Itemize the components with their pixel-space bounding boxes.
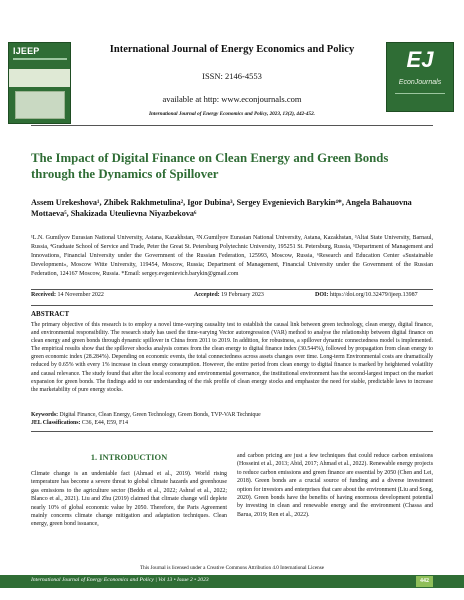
page-footer bbox=[0, 575, 464, 588]
doi[interactable] bbox=[315, 292, 418, 298]
cover-decor-line bbox=[13, 58, 67, 60]
author-affiliations: ¹L.N. Gumilyov Eurasian National University, Astana, Kazakhstan, ²N.Gumilyov Eurasian National University, Astana, Kazakhstan, ³Altai State University, Barnaul, Russia, ⁴Graduate School of Service and Trade, Peter the Great St. Petersburg Polytechnic University, 195251 St. Petersburg, Russia, ⁵Department of Management and Innovations, Financial University under the Government of the Russian Federation, 125993, Moscow, Russia, ⁶Research and Education Center «Sustainable Development», Moscow Witte University, 119454, Moscow, Russia; Department of Management, Financial University under the Government of the Russian Federation, 124167 Moscow, Russia. *Email: sergey.evgenievich.barykin@gmail.com bbox=[31, 235, 433, 277]
dates-top-rule bbox=[31, 289, 433, 290]
dates-bottom-rule bbox=[31, 305, 433, 306]
received-label: Received: bbox=[31, 292, 56, 298]
cover-image bbox=[15, 91, 65, 119]
cover-decor-band bbox=[9, 69, 71, 87]
keywords-line bbox=[31, 411, 433, 419]
keywords-block bbox=[31, 411, 433, 427]
license-notice[interactable]: This Journal is licensed under a Creative Commons Attribution 4.0 International License bbox=[139, 565, 325, 571]
doi-label: DOI: bbox=[315, 292, 329, 298]
body-column-left: Climate change is an undeniable fact (Ahmad et al., 2019). World rising temperature has become a severe threat to global climate hazards and greenhouse gas emissions to the agriculture sector (Beddu et al., 2022; Ashraf et al., 2022; Blanco et al., 2021). Liu and Zhu (2019) claimed that climate change will deplete nearly 10% of global economic value by 2050. Therefore, the Paris Agreement mainly concerns climate change mitigation and adaptation techniques. Clean energy, green bond issuance, bbox=[31, 471, 227, 528]
accepted-label: Accepted: bbox=[194, 292, 220, 298]
journal-cover-thumbnail bbox=[8, 42, 71, 124]
footer-journal-issue: International Journal of Energy Economics and Policy | Vol 13 • Issue 2 • 2023 bbox=[31, 577, 209, 583]
jel-value: C36, E44, E59, F14 bbox=[81, 420, 128, 426]
keywords-value: Digital Finance, Clean Energy, Green Technology, Green Bonds, TVP-VAR Technique bbox=[59, 412, 261, 418]
econjournals-logo bbox=[386, 42, 454, 112]
body-column-right: and carbon pricing are just a few techniques that could reduce carbon emissions (Hosseini et al., 2013; Abid, 2017; Ahmad et al., 2022). Renewable energy projects to reduce carbon emissions and green finance are essential by 2050 (Chen and Lei, 2018). Green bonds are a crucial source of funding and a diverse investment option for investors and enterprises that care about the environment (Liu and Song, 2020). Green bonds have the benefits of having enormous development potential by investing in clean and renewable energy and the environment (Chassa and Barua, 2019; Ren et al., 2022). bbox=[237, 453, 433, 518]
journal-title: International Journal of Energy Economics and Policy bbox=[109, 44, 355, 55]
journal-issn: ISSN: 2146-4553 bbox=[202, 71, 262, 81]
abstract-bottom-rule bbox=[31, 431, 433, 432]
logo-ej-text: EJ bbox=[406, 47, 434, 72]
abstract-text: The primary objective of this research is to employ a novel time-varying causality test to establish the causal link between green technology, clean energy, digital finance, and environmental responsibility. The research study has used the time-varying Vector autoregression (VAR) method to analyse the relationship between digital finance on clean energy and green bonds through dynamic spillover in China from 2011 to 2019. In addition, for robustness, a spillover dynamic connectedness model is implemented. The empirical results show that the spillover shocks analysis comes from the clean energy to digital finance index (30.544%), followed by propagation from clean energy to green economic index (28.284%). Depending on economic events, the total connectedness across assets changes over time. Long-term Environmental costs are dramatically reduced by 0.65% with every 1% increase in clean energy consumption. However, the entire period from clean energy to digital finance is marked by heightened volatility and causal relevance. The study found that after the local economy and environmental governance, the institutional environment has the second-largest impact on the market expansion for green bonds. The findings add to our understanding of the risk profile of clean energy stocks and emphasize the need for stable, predictable laws to increase the marketability of pure energy stocks. bbox=[31, 322, 433, 393]
received-date bbox=[31, 292, 104, 298]
journal-url[interactable]: available at http: www.econjournals.com bbox=[162, 94, 302, 104]
jel-label: JEL Classifications: bbox=[31, 420, 81, 426]
logo-econjournals-text: EconJournals bbox=[398, 79, 442, 86]
page-number: 442 bbox=[416, 576, 433, 587]
paper-title: The Impact of Digital Finance on Clean Energy and Green Bonds through the Dynamics of Spillover bbox=[31, 151, 389, 181]
received-value: 14 November 2022 bbox=[57, 292, 104, 298]
logo-divider bbox=[395, 93, 445, 94]
header-rule bbox=[31, 125, 433, 126]
article-citation: International Journal of Energy Economics and Policy, 2023, 13(2), 442-452. bbox=[149, 111, 315, 117]
journal-cover-title: IJEEP bbox=[13, 46, 40, 56]
accepted-value: 19 February 2023 bbox=[221, 292, 264, 298]
jel-line bbox=[31, 419, 433, 427]
author-list: Assem Urekeshova¹, Zhibek Rakhmetulina², Igor Dubina³, Sergey Evgenievich Barykin⁴*, Angela Bahauovna Mottaeva⁵, Shakizada Uteulievna Niyazbekova⁶ bbox=[31, 198, 412, 218]
article-dates bbox=[31, 292, 433, 302]
abstract-heading: ABSTRACT bbox=[31, 310, 70, 318]
section-heading-introduction: 1. INTRODUCTION bbox=[90, 452, 168, 462]
accepted-date bbox=[194, 292, 264, 298]
journal-header bbox=[0, 0, 464, 132]
keywords-label: Keywords: bbox=[31, 412, 59, 418]
doi-link[interactable]: https://doi.org/10.32479/ijeep.13987 bbox=[329, 292, 418, 298]
